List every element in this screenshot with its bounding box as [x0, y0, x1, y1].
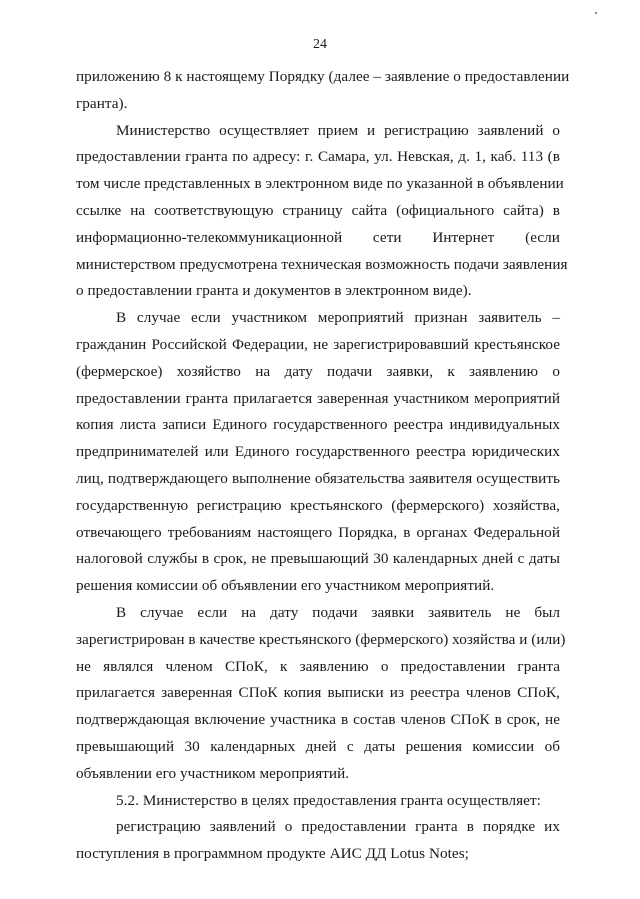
- paragraph-registration-order: [76, 814, 560, 868]
- text-line: предоставлении гранта по адресу: г. Самара, ул. Невская, д. 1, каб. 113 (в: [76, 148, 560, 166]
- text-line: поступления в программном продукте АИС ДД Lotus Notes;: [76, 845, 469, 863]
- text-line: подтверждающая включение участника в состав членов СПоК в срок, не: [76, 711, 560, 729]
- text-line: отвечающего требованиям настоящего Порядка, в органах Федеральной: [76, 523, 560, 541]
- text-line: (фермерское) хозяйство на дату подачи заявки, к заявлению о: [76, 362, 560, 380]
- text-line: решения комиссии об объявлении его участником мероприятий.: [76, 577, 495, 595]
- text-line: лиц, подтверждающего выполнение обязательства заявителя осуществить: [76, 469, 560, 487]
- paragraph-citizen-applicant: [76, 305, 560, 600]
- text-line: информационно-телекоммуникационной сети Интернет (если: [76, 228, 560, 246]
- text-line: объявлении его участником мероприятий.: [76, 764, 350, 782]
- text-line: том числе представленных в электронном виде по указанной в объявлении: [76, 175, 564, 193]
- document-body: [76, 64, 570, 868]
- page-number: 24: [313, 37, 327, 52]
- text-line: превышающий 30 календарных дней с даты решения комиссии об: [76, 737, 560, 755]
- text-line: не являлся членом СПоК, к заявлению о предоставлении гранта: [76, 657, 560, 675]
- paragraph-section-5-2: [76, 788, 560, 815]
- text-line: государственную регистрацию крестьянского (фермерского) хозяйства,: [76, 496, 560, 514]
- text-line: министерством предусмотрена техническая возможность подачи заявления: [76, 255, 568, 273]
- text-line: Министерство осуществляет прием и регистрацию заявлений о: [116, 121, 560, 139]
- text-line: 5.2. Министерство в целях предоставления гранта осуществляет:: [116, 791, 541, 809]
- text-line: зарегистрирован в качестве крестьянского (фермерского) хозяйства и (или): [76, 630, 566, 648]
- scan-artifact: [595, 12, 597, 14]
- text-line: В случае если участником мероприятий признан заявитель –: [116, 309, 560, 327]
- text-line: В случае если на дату подачи заявки заявитель не был: [116, 603, 560, 621]
- paragraph-spok-membership: [76, 600, 566, 788]
- text-line: приложению 8 к настоящему Порядку (далее – заявление о предоставлении: [76, 68, 570, 85]
- text-line: о предоставлении гранта и документов в электронном виде).: [76, 282, 472, 300]
- text-line: прилагается заверенная СПоК копия выписки из реестра членов СПоК,: [76, 684, 560, 702]
- text-line: гражданин Российской Федерации, не зарегистрировавший крестьянское: [76, 335, 560, 353]
- text-line: копия листа записи Единого государственного реестра индивидуальных: [76, 416, 560, 434]
- text-line: гранта).: [76, 94, 128, 112]
- paragraph-continuation: [76, 64, 570, 118]
- text-line: предпринимателей или Единого государственного реестра юридических: [76, 443, 560, 461]
- text-line: налоговой службы в срок, не превышающий 30 календарных дней с даты: [76, 550, 560, 568]
- text-line: предоставлении гранта прилагается заверенная участником мероприятий: [76, 389, 560, 407]
- text-line: регистрацию заявлений о предоставлении гранта в порядке их: [116, 818, 560, 836]
- paragraph-ministry-registration: [76, 118, 568, 306]
- text-line: ссылке на соответствующую страницу сайта (официального сайта) в: [76, 201, 560, 219]
